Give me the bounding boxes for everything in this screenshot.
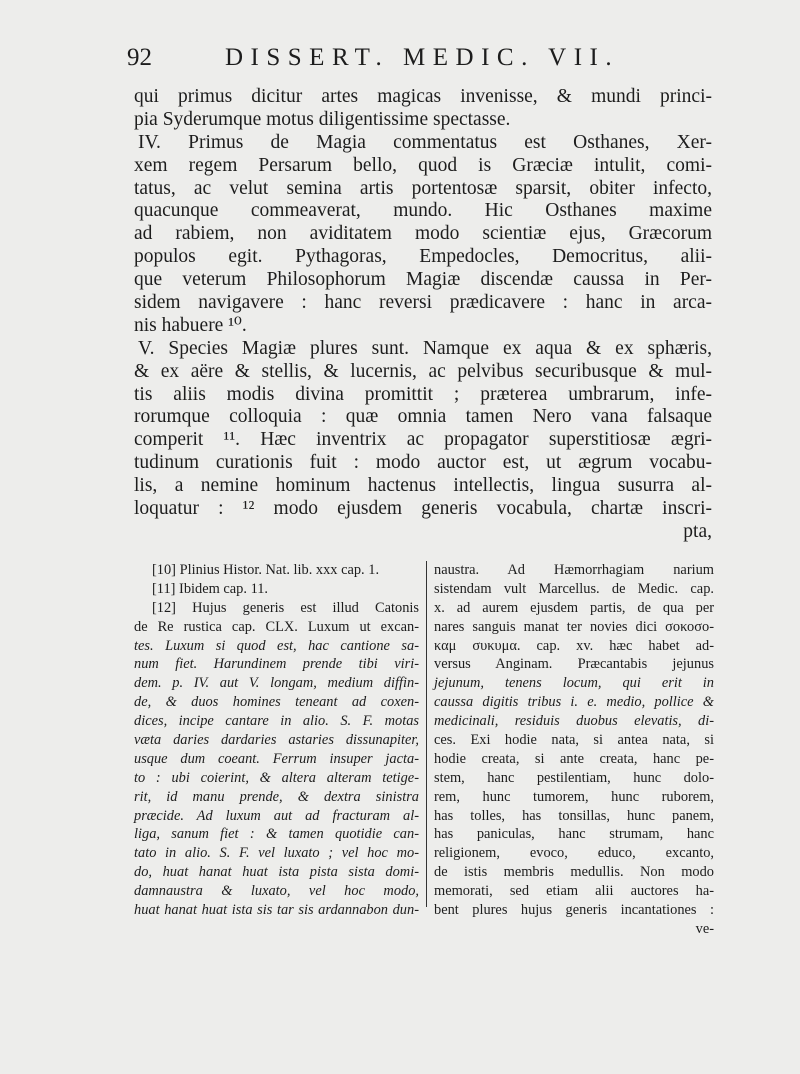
footnote-line: καμ συκυμα. cap. xv. hæc habet ad- [434,637,714,654]
catchword: ve- [695,920,714,937]
footnote-line: de, & duos homines teneant ad coxen- [134,694,419,711]
text-line: loquatur : ¹² modo ejusdem generis vocabula, chartæ inscri- [134,498,712,520]
footnote-line: [12] Hujus generis est illud Catonis [152,599,419,616]
footnotes [134,561,714,937]
footnote-line: de istis membris medullis. Non modo [434,864,714,881]
text-line: tis aliis modis divina promittit ; præterea umbrarum, infe- [134,383,712,405]
text-line: tudinum curationis fuit : modo auctor est, ut ægrum vocabu- [134,452,712,474]
footnote-line: damnaustra & luxato, vel hoc modo, [134,883,419,900]
footnote-line: nares sanguis manat ter novies dici σοκοσο- [434,618,714,635]
page-header [127,44,667,80]
footnote-line: rit, id manu prende, & dextra sinistra [134,788,419,805]
footnote-line: stem, hanc pestilentiam, hunc dolo- [434,769,714,786]
footnote-line: naustra. Ad Hæmorrhagiam narium [434,562,714,578]
footnotes-left-column [134,561,419,920]
footnote-line: jejunum, tenens locum, qui erit in [434,675,714,692]
footnote-line: has paniculas, hanc strumam, hanc [434,826,714,843]
footnote-line: num fiet. Harundinem prende tibi viri- [134,656,419,673]
footnote-line: x. ad aurem ejusdem partis, de qua per [434,599,714,616]
text-line: que veterum Philosophorum Magiæ discendæ caussa in Per- [134,269,712,291]
footnote-line: rem, hunc tumorem, hunc ruborem, [434,788,714,805]
running-title: DISSERT. MEDIC. VII. [225,44,620,71]
text-line: pia Syderumque motus diligentissime spectasse. [134,108,511,130]
text-line: IV. Primus de Magia commentatus est Osthanes, Xer- [138,131,712,153]
text-line: nis habuere ¹⁰. [134,314,247,336]
text-line: rorumque colloquia : quæ omnia tamen Nero vana falsaque [134,406,712,428]
footnote-line: bent plures hujus generis incantationes : [434,902,714,919]
footnote-line: hodie creata, si ante creata, hanc pe- [434,750,714,767]
footnote-line: liga, sanum fiet : & tamen quotidie can- [134,826,419,843]
text-line: sidem navigavere : hanc reversi prædicavere : hanc in arca- [134,292,712,314]
text-line: & ex aëre & stellis, & lucernis, ac pelvibus securibusque & mul- [134,360,712,382]
footnote-line: ces. Exi hodie nata, si antea nata, si [434,732,714,749]
footnote-line: dices, incipe cantare in alio. S. F. motas [134,713,419,730]
footnote-line: versus Anginam. Præcantabis jejunus [434,656,714,673]
footnote-line: do, huat hanat huat ista pista sista domi- [134,864,419,881]
text-line: tatus, ac velut semina artis portentosæ sparsit, obiter infecto, [134,177,712,199]
catchword: pta, [683,520,712,542]
column-divider [426,561,427,907]
footnote-line: usque dum coeant. Ferrum insuper jacta- [134,750,419,767]
text-line: V. Species Magiæ plures sunt. Namque ex aqua & ex sphæris, [138,337,712,359]
footnote-line: tato in alio. S. F. vel luxato ; vel hoc mo- [134,845,419,862]
footnote-line: has tolles, has tonsillas, hunc panem, [434,807,714,824]
text-line: lis, a nemine hominum hactenus intellectis, lingua susurra al- [134,475,712,497]
text-line: comperit ¹¹. Hæc inventrix ac propagator superstitiosæ ægri- [134,429,712,451]
footnote-line: memorati, sed etiam alii auctores ha- [434,883,714,900]
footnote-line: væta daries dardaries astaries dissunapiter, [134,732,419,749]
footnote-line: dem. p. IV. aut V. longam, medium diffin- [134,675,419,692]
text-line: quacunque commeaverat, mundo. Hic Osthanes maxime [134,200,712,222]
page-number: 92 [127,44,152,71]
footnote-line: præcide. Ad luxum aut ad fracturam al- [134,807,419,824]
text-line: xem regem Persarum bello, quod is Græciæ intulit, comi- [134,154,712,176]
text-line: ad rabiem, non aviditatem modo scientiæ ejus, Græcorum [134,223,712,245]
footnote-line: huat hanat huat ista sis tar sis ardannabon dun- [134,902,419,919]
footnote-line: [11] Ibidem cap. 11. [152,580,269,597]
text-line: qui primus dicitur artes magicas invenisse, & mundi princi- [134,86,712,107]
footnotes-right-column [434,561,714,939]
footnote-line: de Re rustica cap. CLX. Luxum ut excan- [134,618,419,635]
main-text [134,86,712,544]
footnote-line: religionem, evoco, educo, excanto, [434,845,714,862]
footnote-line: sistendam vult Marcellus. de Medic. cap. [434,580,714,597]
footnote-line: [10] Plinius Histor. Nat. lib. xxx cap. 1. [152,562,380,578]
footnote-line: to : ubi coierint, & altera alteram tetige- [134,769,419,786]
footnote-line: medicinali, residuis duobus elevatis, di- [434,713,714,730]
footnote-line: tes. Luxum si quod est, hac cantione sa- [134,637,419,654]
footnote-line: caussa digitis tribus i. e. medio, pollice & [434,694,714,711]
text-line: populos egit. Pythagoras, Empedocles, Democritus, alii- [134,246,712,268]
